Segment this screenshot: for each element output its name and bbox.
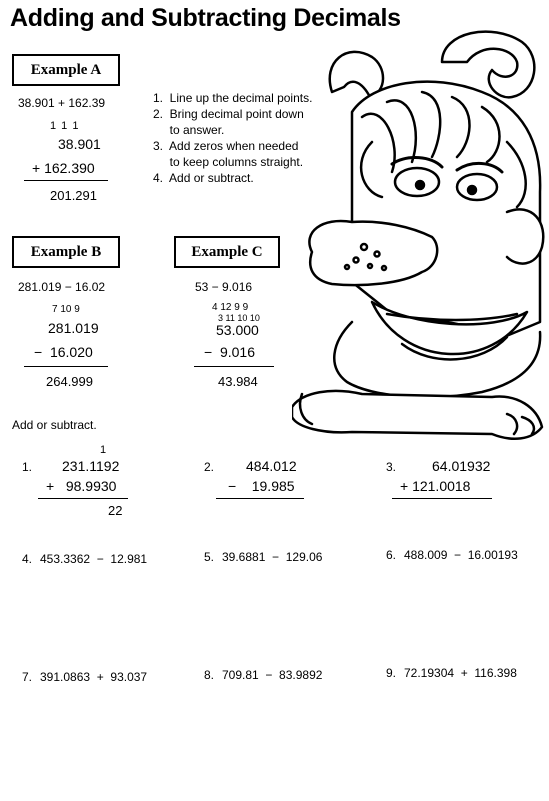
- example-b-answer: 264.999: [46, 374, 93, 389]
- problem-3-bottom: + 121.0018: [400, 478, 471, 494]
- problem-3-number: 3.: [386, 460, 397, 474]
- example-c-problem: 53 − 9.016: [195, 280, 253, 294]
- problem-2-top: 484.012: [246, 458, 297, 474]
- step-3: 3. Add zeros when needed: [153, 139, 299, 153]
- problem-9-text: 72.19304 + 116.398: [404, 666, 517, 680]
- example-b-problem: 281.019 − 16.02: [18, 280, 106, 294]
- problem-1-carry: 1: [100, 444, 107, 456]
- problem-4-text: 453.3362 − 12.981: [40, 552, 148, 566]
- example-b-bottom: − 16.020: [34, 344, 93, 360]
- problem-1-top: 231.1192: [62, 458, 120, 474]
- example-a-top: 38.901: [58, 136, 101, 152]
- page-title: Adding and Subtracting Decimals: [10, 4, 401, 32]
- step-4: 4. Add or subtract.: [153, 171, 254, 185]
- example-a-problem: 38.901 + 162.39: [18, 96, 106, 110]
- example-a-label: Example A: [12, 54, 120, 86]
- example-b-label: Example B: [12, 236, 120, 268]
- problem-1-rule: [38, 498, 128, 499]
- problem-1-answer: 22: [108, 503, 123, 518]
- example-b-borrow: 7 10 9: [52, 304, 80, 315]
- example-a-answer: 201.291: [50, 188, 97, 203]
- example-c-borrow-top: 4 12 9 9: [212, 302, 249, 313]
- example-a-bottom: + 162.390: [32, 160, 95, 176]
- example-c-rule: [194, 366, 274, 367]
- problem-5-text: 39.6881 − 129.06: [222, 550, 323, 564]
- problem-5-number: 5.: [204, 550, 215, 564]
- example-c-top: 53.000: [216, 322, 259, 338]
- instructions: Add or subtract.: [12, 418, 97, 432]
- example-c-answer: 43.984: [218, 374, 258, 389]
- example-c-borrow-mid: 3 11 10 10: [218, 313, 260, 323]
- step-2-cont: to answer.: [153, 123, 225, 137]
- problem-2-rule: [216, 498, 304, 499]
- troll-illustration: [292, 22, 549, 452]
- example-a-carry: 1 1 1: [50, 120, 80, 132]
- problem-7-number: 7.: [22, 670, 33, 684]
- problem-3-top: 64.01932: [432, 458, 491, 474]
- problem-1-bottom: + 98.9930: [46, 478, 117, 494]
- problem-7-text: 391.0863 + 93.037: [40, 670, 148, 684]
- problem-8-number: 8.: [204, 668, 215, 682]
- step-3-cont: to keep columns straight.: [153, 155, 304, 169]
- example-c-bottom: − 9.016: [204, 344, 255, 360]
- problem-4-number: 4.: [22, 552, 33, 566]
- example-b-top: 281.019: [48, 320, 99, 336]
- problem-2-number: 2.: [204, 460, 215, 474]
- example-a-rule: [24, 180, 108, 181]
- steps-list: [153, 90, 312, 186]
- problem-1-number: 1.: [22, 460, 33, 474]
- problem-8-text: 709.81 − 83.9892: [222, 668, 323, 682]
- problem-9-number: 9.: [386, 666, 397, 680]
- step-2: 2. Bring decimal point down: [153, 107, 304, 121]
- problem-3-rule: [392, 498, 492, 499]
- step-1: 1. Line up the decimal points.: [153, 91, 313, 105]
- example-c-label: Example C: [174, 236, 280, 268]
- problem-2-bottom: − 19.985: [228, 478, 295, 494]
- problem-6-number: 6.: [386, 548, 397, 562]
- problem-6-text: 488.009 − 16.00193: [404, 548, 518, 562]
- example-b-rule: [24, 366, 108, 367]
